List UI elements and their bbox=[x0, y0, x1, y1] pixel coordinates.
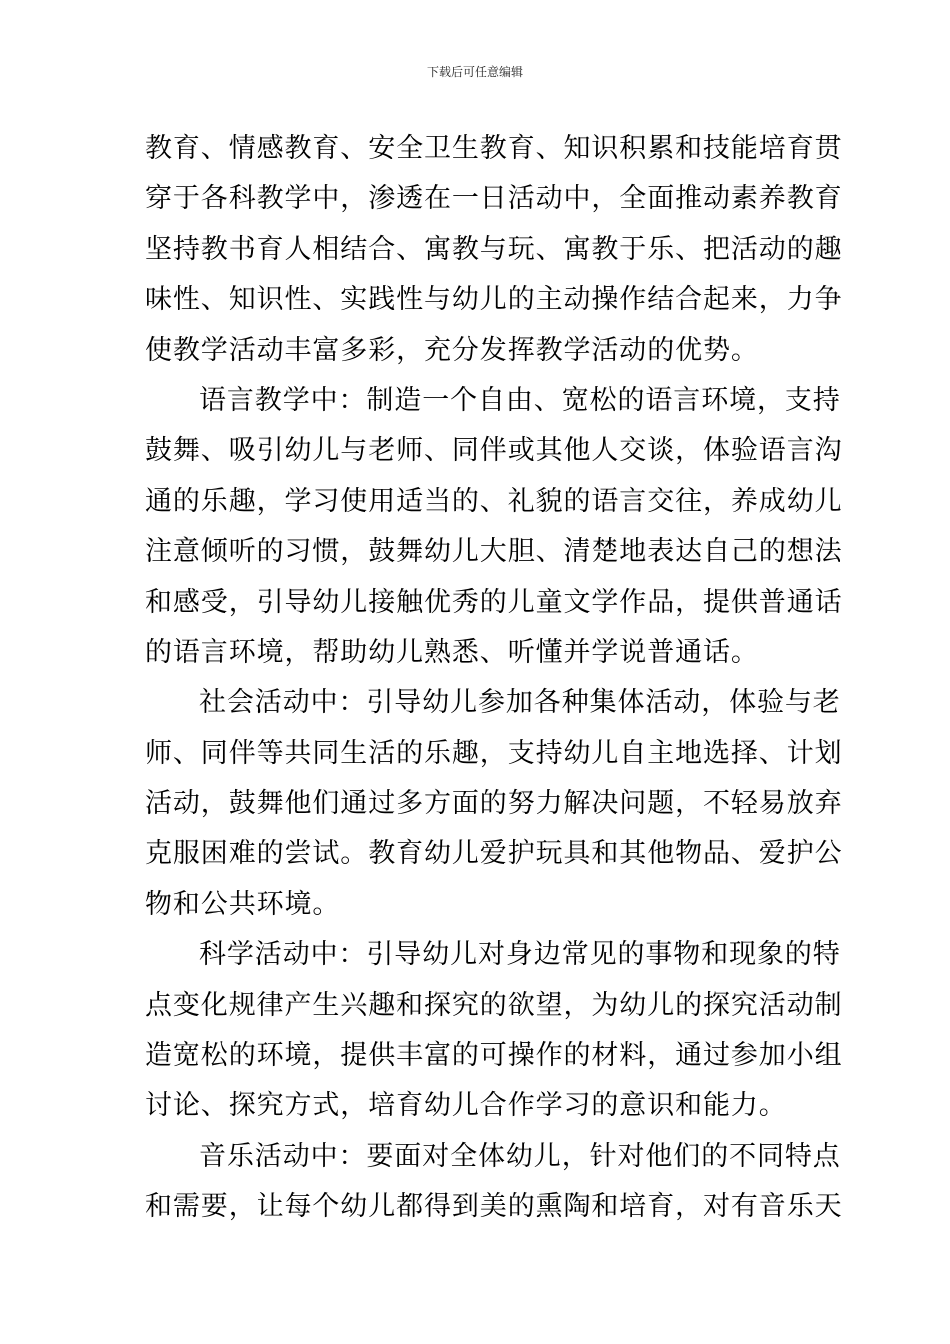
text-line: 物和公共环境。 bbox=[145, 888, 341, 920]
text-line: 活动，鼓舞他们通过多方面的努力解决问题，不轻易放弃 bbox=[145, 788, 843, 820]
text-line: 鼓舞、吸引幼儿与老师、同伴或其他人交谈，体验语言沟 bbox=[145, 435, 843, 467]
text-line: 教育、情感教育、安全卫生教育、知识积累和技能培育贯 bbox=[145, 133, 843, 164]
document-body bbox=[145, 124, 843, 1233]
page-header: 下载后可任意编辑 bbox=[426, 65, 523, 79]
text-line: 使教学活动丰富多彩，充分发挥教学活动的优势。 bbox=[145, 334, 759, 366]
paragraph-music bbox=[145, 1132, 843, 1233]
text-line: 味性、知识性、实践性与幼儿的主动操作结合起来，力争 bbox=[145, 284, 843, 316]
text-line: 科学活动中：引导幼儿对身边常见的事物和现象的特 bbox=[199, 939, 841, 971]
text-line: 点变化规律产生兴趣和探究的欲望，为幼儿的探究活动制 bbox=[145, 989, 843, 1021]
text-line: 讨论、探究方式，培育幼儿合作学习的意识和能力。 bbox=[145, 1090, 787, 1122]
text-line: 社会活动中：引导幼儿参加各种集体活动，体验与老 bbox=[199, 687, 841, 719]
paragraph-science bbox=[145, 930, 843, 1132]
text-line: 和需要，让每个幼儿都得到美的熏陶和培育，对有音乐天 bbox=[145, 1191, 843, 1223]
text-line: 的语言环境，帮助幼儿熟悉、听懂并学说普通话。 bbox=[145, 636, 759, 668]
text-line: 克服困难的尝试。教育幼儿爱护玩具和其他物品、爱护公 bbox=[145, 838, 843, 870]
paragraph-language bbox=[145, 376, 843, 678]
text-line: 造宽松的环境，提供丰富的可操作的材料，通过参加小组 bbox=[145, 1040, 843, 1072]
text-line: 音乐活动中：要面对全体幼儿，针对他们的不同特点 bbox=[199, 1140, 841, 1172]
text-line: 坚持教书育人相结合、寓教与玩、寓教于乐、把活动的趣 bbox=[145, 233, 843, 265]
paragraph-1 bbox=[145, 124, 843, 376]
text-line: 通的乐趣，学习使用适当的、礼貌的语言交往，养成幼儿 bbox=[145, 485, 843, 517]
text-line: 和感受，引导幼儿接触优秀的儿童文学作品，提供普通话 bbox=[145, 586, 843, 618]
text-line: 师、同伴等共同生活的乐趣，支持幼儿自主地选择、计划 bbox=[145, 737, 843, 769]
text-line: 注意倾听的习惯，鼓舞幼儿大胆、清楚地表达自己的想法 bbox=[145, 536, 843, 568]
text-line: 语言教学中：制造一个自由、宽松的语言环境，支持 bbox=[199, 384, 841, 416]
paragraph-social bbox=[145, 678, 843, 930]
text-line: 穿于各科教学中，渗透在一日活动中，全面推动素养教育 bbox=[145, 183, 843, 215]
